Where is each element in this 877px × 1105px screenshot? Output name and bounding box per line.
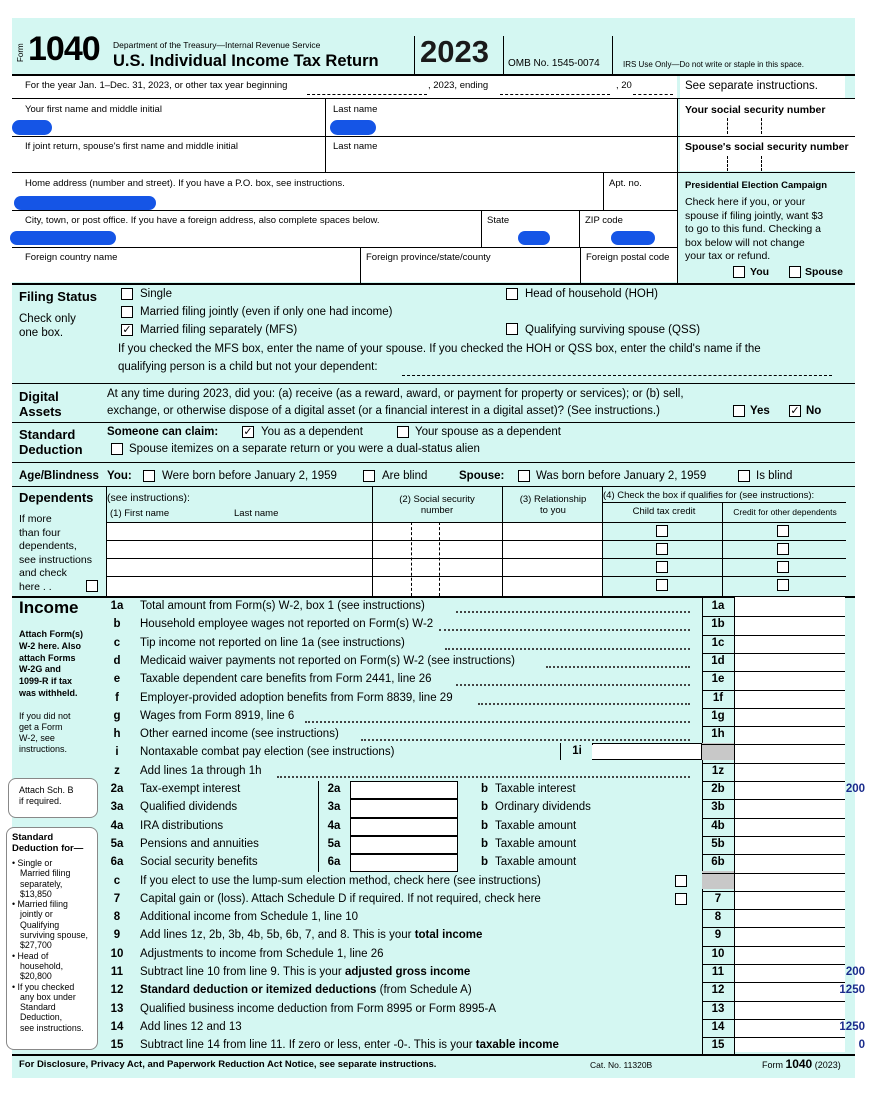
dependents-title: Dependents bbox=[19, 490, 94, 505]
you-dependent-checkbox[interactable]: ✓ bbox=[243, 426, 253, 438]
line-b-letter: b bbox=[481, 801, 489, 814]
line-1i-box-label: 1i bbox=[572, 745, 582, 757]
line-number: 3a bbox=[110, 801, 124, 814]
line-1g-box-label: 1g bbox=[711, 709, 725, 722]
you-blind-checkbox[interactable] bbox=[363, 470, 375, 482]
std-deduction-item: household, bbox=[20, 960, 64, 971]
line-2a-amount[interactable] bbox=[350, 781, 458, 799]
dep-col-qualifies: (4) Check the box if qualifies for (see instructions): bbox=[603, 490, 815, 501]
line-1b-text: Household employee wages not reported on Form(s) W-2 bbox=[140, 618, 434, 631]
mfj-label: Married filing jointly (even if only one had income) bbox=[140, 306, 393, 318]
hoh-label: Head of household (HOH) bbox=[525, 288, 658, 300]
foreign-province-label: Foreign province/state/county bbox=[366, 252, 491, 263]
apt-label: Apt. no. bbox=[609, 178, 642, 189]
other-dependents-credit-checkbox[interactable] bbox=[777, 543, 789, 555]
standard-deduction-title: Standard Deduction bbox=[19, 427, 83, 457]
line-7-text: Capital gain or (loss). Attach Schedule D if required. If not required, check here bbox=[140, 892, 541, 905]
form-title: U.S. Individual Income Tax Return bbox=[113, 52, 379, 70]
std-deduction-item: • Married filing bbox=[12, 899, 68, 910]
more-dependents-checkbox[interactable] bbox=[86, 580, 98, 592]
separate-instructions: See separate instructions. bbox=[685, 80, 818, 92]
first-name-field[interactable] bbox=[12, 120, 52, 135]
filing-status-title: Filing Status bbox=[19, 289, 97, 304]
line-4a-box-label: 4a bbox=[327, 819, 341, 832]
foreign-postal-label: Foreign postal code bbox=[586, 252, 670, 263]
pec-you-label: You bbox=[750, 266, 770, 278]
income-title: Income bbox=[19, 598, 79, 617]
line-1h-text: Other earned income (see instructions) bbox=[140, 728, 339, 741]
first-name-label: Your first name and middle initial bbox=[25, 104, 162, 115]
line-6b-text: Taxable amount bbox=[495, 856, 577, 869]
capital-gain-not-required-checkbox[interactable] bbox=[675, 893, 687, 905]
dependent-row[interactable] bbox=[107, 559, 601, 575]
line-b-letter: b bbox=[481, 837, 489, 850]
digital-assets-question-1: At any time during 2023, did you: (a) receive (as a reward, award, or payment for property or services); or (b) sell, bbox=[107, 388, 684, 400]
std-deduction-item: • Single or bbox=[12, 858, 53, 868]
digital-assets-question-2: exchange, or otherwise dispose of a digital asset (or a financial interest in a digital asset)? (See instructions.) bbox=[107, 405, 660, 417]
line-13-box-label: 13 bbox=[711, 1002, 725, 1015]
line-number: 2a bbox=[110, 783, 124, 795]
dep-col-child-credit: Child tax credit bbox=[632, 506, 696, 517]
spouse-dependent-checkbox[interactable] bbox=[397, 426, 409, 438]
digital-no-label: No bbox=[806, 405, 822, 417]
line-12-amount[interactable]: 1250 bbox=[839, 984, 865, 997]
line-7-box-label: 7 bbox=[714, 892, 722, 905]
line-6b-box-label: 6b bbox=[711, 856, 725, 869]
spouse-born-before-checkbox[interactable] bbox=[518, 470, 530, 482]
tax-year-20-label: , 20 bbox=[616, 80, 632, 91]
zip-label: ZIP code bbox=[585, 215, 623, 226]
line-15-text: Subtract line 14 from line 11. If zero or less, enter -0-. This is your taxable income bbox=[140, 1039, 559, 1052]
line-number: 13 bbox=[110, 1002, 124, 1015]
you-born-before-label: Were born before January 2, 1959 bbox=[162, 470, 337, 482]
std-deduction-item: see instructions. bbox=[20, 1022, 84, 1033]
line-14-amount[interactable]: 1250 bbox=[839, 1020, 865, 1033]
mfs-label: Married filing separately (MFS) bbox=[140, 324, 298, 336]
line-number: 7 bbox=[113, 892, 121, 905]
std-deduction-item: Married filing bbox=[20, 868, 71, 879]
dep-col-other-credit: Credit for other dependents bbox=[733, 507, 837, 517]
std-deduction-item: Deduction, bbox=[20, 1012, 63, 1023]
line-12-box-label: 12 bbox=[711, 984, 725, 997]
line-4b-text: Taxable amount bbox=[495, 819, 577, 832]
footer-notice: For Disclosure, Privacy Act, and Paperwork Reduction Act Notice, see separate instructions. bbox=[19, 1059, 437, 1070]
line-5a-amount[interactable] bbox=[350, 836, 458, 854]
last-name-field[interactable] bbox=[330, 120, 376, 135]
line-2a-box-label: 2a bbox=[327, 783, 341, 795]
lump-sum-election-checkbox[interactable] bbox=[675, 875, 687, 887]
digital-yes-checkbox[interactable] bbox=[733, 405, 745, 417]
line-number: 12 bbox=[110, 984, 124, 997]
state-label: State bbox=[487, 215, 510, 226]
spouse-dependent-label: Your spouse as a dependent bbox=[415, 426, 562, 438]
mfs-checkbox[interactable]: ✓ bbox=[122, 324, 132, 336]
line-1c-text: Tip income not reported on line 1a (see instructions) bbox=[140, 636, 405, 649]
line-1z-box-label: 1z bbox=[711, 764, 725, 777]
amount-column bbox=[734, 597, 845, 1052]
you-blind-label: Are blind bbox=[382, 470, 428, 482]
line-number: i bbox=[115, 746, 119, 759]
line-number: 11 bbox=[110, 966, 124, 978]
spouse-last-name-label: Last name bbox=[333, 141, 378, 152]
hoh-checkbox[interactable] bbox=[506, 288, 518, 300]
pec-text: Check here if you, or your spouse if filing jointly, want $3 to go to this fund. Checking a box below will not change your tax or refund. bbox=[685, 196, 824, 262]
age-you-label: You: bbox=[107, 470, 132, 482]
line-2b-box-label: 2b bbox=[711, 783, 725, 795]
ssn-field[interactable] bbox=[727, 118, 728, 134]
attach-sch-b-note: Attach Sch. B if required. bbox=[19, 785, 74, 806]
line-number: e bbox=[113, 673, 121, 686]
std-deduction-item: $27,700 bbox=[20, 940, 52, 951]
last-name-label: Last name bbox=[333, 104, 378, 115]
you-dependent-label: You as a dependent bbox=[261, 426, 363, 438]
zip-field[interactable] bbox=[611, 231, 655, 245]
line-9-text: Add lines 1z, 2b, 3b, 4b, 5b, 6b, 7, and 8. This is your total income bbox=[140, 929, 483, 942]
line-14-box-label: 14 bbox=[711, 1020, 725, 1033]
line-4a-text: IRA distributions bbox=[140, 819, 224, 832]
digital-no-checkbox[interactable]: ✓ bbox=[790, 405, 800, 417]
dependents-side-note: If more than four dependents, see instructions and check here . . bbox=[19, 513, 92, 593]
dep-col-first-name: (1) First name bbox=[110, 508, 170, 519]
dept-text: Department of the Treasury—Internal Revenue Service bbox=[113, 40, 321, 50]
line-3b-box-label: 3b bbox=[711, 801, 725, 814]
line-6a-box-label: 6a bbox=[327, 856, 341, 869]
dependents-see: (see instructions): bbox=[107, 492, 190, 504]
line-15-box-label: 15 bbox=[711, 1039, 725, 1052]
pec-spouse-label: Spouse bbox=[805, 266, 843, 278]
std-deduction-item: $20,800 bbox=[20, 971, 52, 982]
line-number: h bbox=[113, 728, 121, 741]
line-3b-text: Ordinary dividends bbox=[495, 801, 591, 814]
single-checkbox[interactable] bbox=[121, 288, 133, 300]
year-begin-field[interactable] bbox=[307, 94, 427, 95]
line-number: 15 bbox=[110, 1039, 124, 1052]
qss-checkbox[interactable] bbox=[506, 323, 518, 335]
other-dependents-credit-checkbox[interactable] bbox=[777, 525, 789, 537]
form-number: 1040 bbox=[28, 30, 100, 68]
qss-label: Qualifying surviving spouse (QSS) bbox=[525, 324, 701, 336]
line-10-text: Adjustments to income from Schedule 1, line 26 bbox=[140, 947, 384, 960]
footer-cat-no: Cat. No. 11320B bbox=[590, 1060, 653, 1070]
std-deduction-amounts bbox=[12, 858, 88, 1033]
address-field[interactable] bbox=[14, 196, 156, 210]
line-13-text: Qualified business income deduction from Form 8995 or Form 8995-A bbox=[140, 1002, 497, 1015]
line-2a-text: Tax-exempt interest bbox=[140, 783, 241, 795]
line-14-text: Add lines 12 and 13 bbox=[140, 1020, 242, 1033]
tax-year-label: For the year Jan. 1–Dec. 31, 2023, or other tax year beginning bbox=[25, 80, 288, 91]
dep-col-relationship: (3) Relationship to you bbox=[519, 494, 587, 516]
line-1f-text: Employer-provided adoption benefits from Form 8839, line 29 bbox=[140, 691, 453, 704]
tax-year-ending-label: , 2023, ending bbox=[428, 80, 489, 91]
std-deduction-box-title: Standard Deduction for— bbox=[12, 832, 84, 854]
line-8-text: Additional income from Schedule 1, line 10 bbox=[140, 911, 358, 924]
line-number: c bbox=[113, 636, 121, 649]
line-12-text: Standard deduction or itemized deductions (from Schedule A) bbox=[140, 984, 472, 997]
line-1e-text: Taxable dependent care benefits from Form 2441, line 26 bbox=[140, 673, 432, 686]
line-5b-text: Taxable amount bbox=[495, 837, 577, 850]
line-number: c bbox=[113, 874, 121, 887]
pec-spouse-checkbox[interactable] bbox=[789, 266, 801, 278]
line-number: 6a bbox=[110, 856, 124, 869]
line-1e-box-label: 1e bbox=[711, 673, 725, 686]
ssn-label: Your social security number bbox=[685, 104, 826, 116]
line-10-box-label: 10 bbox=[711, 947, 725, 960]
tax-year: 2023 bbox=[420, 34, 489, 69]
spouse-ssn-label: Spouse's social security number bbox=[685, 141, 849, 153]
line-11-box-label: 11 bbox=[711, 966, 725, 978]
std-deduction-item: surviving spouse, bbox=[20, 930, 88, 941]
dependent-row[interactable] bbox=[107, 523, 601, 539]
std-deduction-item: separately, bbox=[20, 878, 63, 889]
std-deduction-item: $13,850 bbox=[20, 888, 52, 899]
line-6a-text: Social security benefits bbox=[140, 856, 258, 869]
year-end-field[interactable] bbox=[500, 94, 610, 95]
foreign-country-label: Foreign country name bbox=[25, 252, 118, 263]
spouse-first-name-label: If joint return, spouse's first name and middle initial bbox=[25, 141, 239, 152]
line-number: z bbox=[114, 764, 120, 777]
line-3a-text: Qualified dividends bbox=[140, 801, 238, 814]
single-label: Single bbox=[140, 288, 172, 300]
line-1a-text: Total amount from Form(s) W-2, box 1 (see instructions) bbox=[140, 600, 425, 612]
child-tax-credit-checkbox[interactable] bbox=[656, 561, 668, 573]
line-number: 1a bbox=[110, 600, 124, 612]
address-label: Home address (number and street). If you have a P.O. box, see instructions. bbox=[25, 178, 345, 189]
line-number: 10 bbox=[110, 947, 124, 960]
line-b-letter: b bbox=[481, 783, 489, 795]
line-number: 9 bbox=[113, 929, 121, 942]
digital-assets-title: Digital Assets bbox=[19, 389, 62, 419]
line-1a-box-label: 1a bbox=[711, 600, 725, 612]
line-number: 8 bbox=[113, 911, 121, 924]
line-number: 14 bbox=[110, 1020, 124, 1033]
omb-number: OMB No. 1545-0074 bbox=[508, 58, 600, 69]
spouse-itemizes-checkbox[interactable] bbox=[111, 443, 123, 455]
spouse-name-field[interactable] bbox=[402, 375, 832, 376]
line-15-amount[interactable]: 0 bbox=[858, 1039, 865, 1052]
line-1d-text: Medicaid waiver payments not reported on Form(s) W-2 (see instructions) bbox=[140, 654, 515, 667]
state-field[interactable] bbox=[518, 231, 550, 245]
std-deduction-item: • Head of bbox=[12, 950, 49, 961]
mfs-note-line1: If you checked the MFS box, enter the name of your spouse. If you checked the HOH or QSS box, enter the child's name if the bbox=[118, 343, 761, 355]
mfs-note-line2: qualifying person is a child but not your dependent: bbox=[118, 361, 378, 373]
std-deduction-item: • If you checked bbox=[12, 981, 75, 992]
digital-yes-label: Yes bbox=[750, 405, 770, 417]
line-2b-amount[interactable]: 200 bbox=[845, 783, 865, 795]
line-number: g bbox=[113, 709, 121, 722]
line-9-box-label: 9 bbox=[714, 929, 722, 942]
line-b-letter: b bbox=[481, 856, 489, 869]
someone-can-claim-label: Someone can claim: bbox=[107, 426, 219, 438]
line-1g-text: Wages from Form 8919, line 6 bbox=[140, 709, 295, 722]
other-dependents-credit-checkbox[interactable] bbox=[777, 561, 789, 573]
spouse-blind-label: Is blind bbox=[756, 470, 793, 482]
age-blindness-title: Age/Blindness bbox=[19, 470, 99, 482]
pec-title: Presidential Election Campaign bbox=[685, 180, 828, 191]
pec-you-checkbox[interactable] bbox=[733, 266, 745, 278]
line-number: f bbox=[115, 691, 119, 704]
line-4a-amount[interactable] bbox=[350, 818, 458, 836]
dep-col-ssn: (2) Social security number bbox=[399, 494, 475, 516]
child-tax-credit-checkbox[interactable] bbox=[656, 543, 668, 555]
mfj-checkbox[interactable] bbox=[121, 306, 133, 318]
form-word: Form bbox=[16, 43, 25, 62]
line-5a-text: Pensions and annuities bbox=[140, 837, 259, 850]
line-11-text: Subtract line 10 from line 9. This is your adjusted gross income bbox=[140, 966, 471, 978]
age-spouse-label: Spouse: bbox=[459, 470, 505, 482]
std-deduction-item: Standard bbox=[20, 1002, 56, 1013]
line-1i-amount[interactable] bbox=[592, 745, 701, 759]
spouse-ssn-field[interactable] bbox=[727, 156, 728, 171]
attach-w2-note: Attach Form(s) W-2 here. Also attach Forms W-2G and 1099-R if tax was withheld. bbox=[19, 629, 84, 698]
dep-col-last-name: Last name bbox=[234, 508, 279, 519]
spouse-born-before-label: Was born before January 2, 1959 bbox=[536, 470, 707, 482]
line-number: d bbox=[113, 654, 121, 667]
no-w2-note: If you did not get a Form W-2, see instructions. bbox=[19, 711, 71, 754]
line-number: 5a bbox=[110, 837, 124, 850]
line-5b-box-label: 5b bbox=[711, 837, 725, 850]
line-1d-box-label: 1d bbox=[711, 654, 725, 667]
filing-status-sub: Check only one box. bbox=[19, 313, 76, 339]
line-4b-box-label: 4b bbox=[711, 819, 725, 832]
std-deduction-item: any box under bbox=[20, 991, 76, 1002]
line-3a-box-label: 3a bbox=[327, 801, 341, 814]
line-5a-box-label: 5a bbox=[327, 837, 341, 850]
line-1z-text: Add lines 1a through 1h bbox=[140, 764, 262, 777]
line-6c-text: If you elect to use the lump-sum election method, check here (see instructions) bbox=[140, 874, 541, 887]
child-tax-credit-checkbox[interactable] bbox=[656, 579, 668, 591]
line-1b-box-label: 1b bbox=[711, 618, 725, 631]
irs-use-only: IRS Use Only—Do not write or staple in this space. bbox=[623, 60, 804, 69]
line-2b-text: Taxable interest bbox=[495, 783, 576, 795]
other-dependents-credit-checkbox[interactable] bbox=[777, 579, 789, 591]
spouse-itemizes-label: Spouse itemizes on a separate return or you were a dual-status alien bbox=[129, 443, 480, 455]
spouse-blind-checkbox[interactable] bbox=[738, 470, 750, 482]
line-number: 4a bbox=[110, 819, 124, 832]
city-label: City, town, or post office. If you have a foreign address, also complete spaces below. bbox=[25, 215, 380, 226]
line-3a-amount[interactable] bbox=[350, 799, 458, 817]
std-deduction-item: Qualifying bbox=[20, 919, 60, 930]
dependent-row[interactable] bbox=[107, 541, 601, 557]
std-deduction-item: jointly or bbox=[20, 909, 53, 920]
line-1h-box-label: 1h bbox=[711, 728, 725, 741]
line-i-text: Nontaxable combat pay election (see instructions) bbox=[140, 746, 395, 759]
footer-form: Form 1040 (2023) bbox=[762, 1057, 841, 1071]
child-tax-credit-checkbox[interactable] bbox=[656, 525, 668, 537]
line-6a-amount[interactable] bbox=[350, 854, 458, 872]
year-end-yy-field[interactable] bbox=[633, 94, 673, 95]
city-field[interactable] bbox=[10, 231, 116, 245]
line-b-letter: b bbox=[481, 819, 489, 832]
line-1f-box-label: 1f bbox=[712, 691, 724, 704]
line-number: b bbox=[113, 618, 121, 631]
line-1c-box-label: 1c bbox=[711, 636, 725, 649]
dependent-row[interactable] bbox=[107, 577, 601, 593]
line-11-amount[interactable]: 200 bbox=[845, 966, 865, 978]
you-born-before-checkbox[interactable] bbox=[143, 470, 155, 482]
line-8-box-label: 8 bbox=[714, 911, 722, 924]
